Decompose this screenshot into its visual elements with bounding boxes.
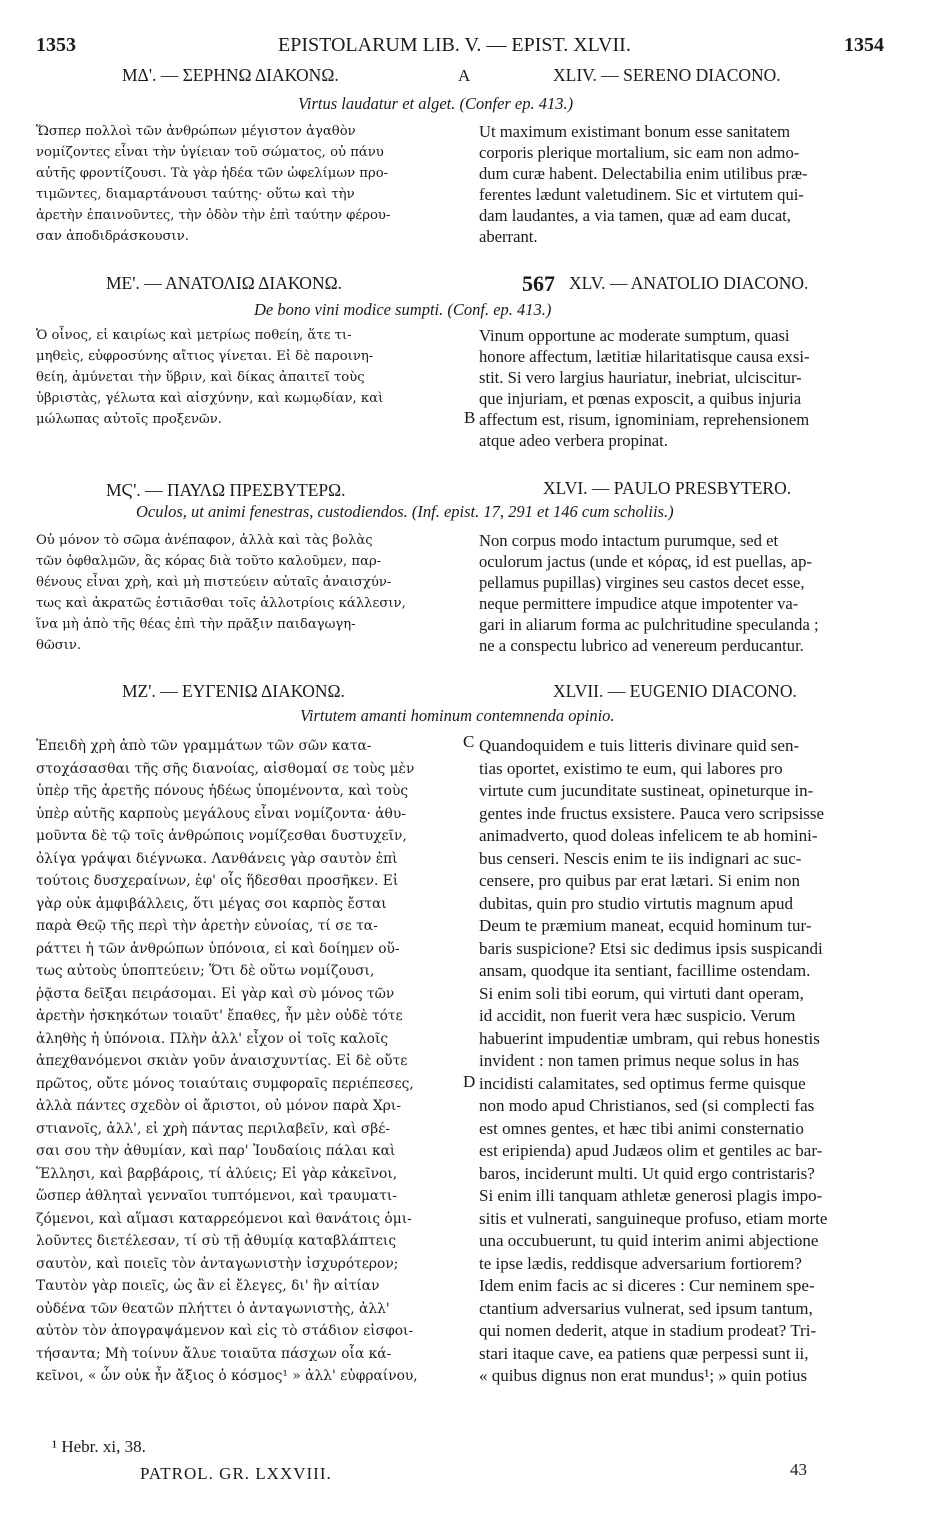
greek-line: νομίζοντες εἶναι τὴν ὑγίειαν τοῦ σώματος, οὐ πάνυ — [36, 145, 384, 160]
latin-line: baris suspicione? Etsi sic dedimus ipsis suspicandi — [479, 938, 823, 958]
latin-line: incidisti calamitates, sed optimus ferme quisque — [479, 1073, 806, 1093]
margin-letter-a: A — [458, 66, 471, 85]
greek-line: παρὰ Θεῷ τῆς περὶ τὴν ἀρετὴν εὐνοίας, τί σε τα- — [36, 918, 378, 934]
latin-line: oculorum jactus (unde et κόρας, id est puellas, ap- — [479, 552, 812, 571]
greek-text-47 — [36, 735, 461, 1388]
page-number-left: 1353 — [36, 34, 76, 56]
latin-text-47 — [479, 735, 897, 1388]
latin-line: sitis et vulnerati, sanguineque profuso, etiam morte — [479, 1208, 828, 1228]
greek-line: τως καὶ ἀκρατῶς ἑστιᾶσθαι τοῖς ἀλλοτρίοις κάλλεσιν, — [36, 596, 406, 611]
latin-line: ansam, quodque ita sentiant, facillime ostendam. — [479, 961, 811, 980]
greek-line: Ἕλλησι, καὶ βαρβάροις, τί ἀλύεις; Εἰ γὰρ κἀκεῖνοι, — [36, 1165, 398, 1182]
greek-line: Ταυτὸν γὰρ ποιεῖς, ὡς ἂν εἰ ἔλεγες, δι' ἣν αἰτίαν — [36, 1278, 380, 1294]
latin-line: neque permittere impudice atque impotenter va- — [479, 594, 799, 613]
latin-heading-47: XLVII. — EUGENIO DIACONO. — [553, 681, 797, 701]
greek-heading-45: ΜΕ'. — ΑΝΑΤΟΛΙΩ ΔΙΑΚΟΝΩ. — [106, 273, 342, 293]
latin-line: habuerint impudentiæ umbram, qui rebus honestis — [479, 1028, 820, 1048]
latin-text-44 — [479, 121, 897, 247]
gathering-signature: 43 — [790, 1460, 807, 1479]
latin-line: Quandoquidem e tuis litteris divinare quid sen- — [479, 736, 800, 755]
latin-line: stari itaque cave, ea patiens quæ perpessi sunt ii, — [479, 1343, 809, 1363]
latin-line: dubitas, quin pro studio virtutis magnum apud — [479, 893, 794, 913]
greek-line: θένους εἶναι χρὴ, καὶ μὴ πιστεύειν αὐταῖς ἀναισχύν- — [36, 575, 392, 590]
greek-line: Ὁ οἶνος, εἰ καιρίως καὶ μετρίως ποθείη, ἅτε τι- — [36, 328, 352, 343]
greek-heading-47: ΜΖ'. — ΕΥΓΕΝΙΩ ΔΙΑΚΟΝΩ. — [122, 681, 345, 701]
latin-line: id accidit, non fuerit vera hæc suspicio. Verum — [479, 1006, 796, 1025]
latin-line: ne a conspectu lubrico ad venereum perducantur. — [479, 636, 804, 655]
latin-line: atque adeo verbera propinat. — [479, 431, 668, 450]
latin-line: affectum est, risum, ignominiam, reprehensionem — [479, 410, 810, 429]
latin-line: stit. Si vero largius hauriatur, inebriat, ulciscitur- — [479, 368, 802, 387]
latin-line: invident : non tamen primus neque solus in has — [479, 1051, 800, 1070]
subtitle-47: Virtutem amanti hominum contemnenda opinio. — [300, 706, 615, 725]
greek-line: σαν ἀποδιδράσκουσιν. — [36, 229, 189, 244]
greek-line: ἵνα μὴ ἀπὸ τῆς θέας ἐπὶ τὴν πρᾶξιν παιδαγωγη- — [36, 617, 356, 632]
greek-line: ὥσπερ ἀθληταὶ γενναῖοι τυπτόμενοι, καὶ τραυματι- — [36, 1188, 397, 1204]
greek-line: στιανοῖς, ἀλλ', εἰ χρὴ πάντας περιλαβεῖν, καὶ σβέ- — [36, 1120, 391, 1137]
greek-line: κεῖνοι, « ὧν οὐκ ἦν ἄξιος ὁ κόσμος¹ » ἀλλ' εὐφραίνου, — [36, 1368, 418, 1384]
latin-line: « quibus dignus non erat mundus¹; » quin potius — [479, 1366, 808, 1385]
greek-line: ἀληθὴς ἡ ὑπόνοια. Πλὴν ἀλλ' εἶχον οἱ τοῖς καλοῖς — [36, 1030, 389, 1047]
greek-line: οὐδένα τῶν θεατῶν πλήττει ὁ ἀνταγωνιστὴς, ἀλλ' — [36, 1300, 390, 1317]
latin-heading-44: XLIV. — SERENO DIACONO. — [553, 65, 781, 85]
margin-letter-d: D — [463, 1072, 476, 1091]
latin-line: gentes inde fructus exsistere. Pauca vero scripsisse — [479, 803, 825, 823]
greek-line: αὐτὸν τὸν ἀπογραψάμενον καὶ εἰς τὸ στάδιον εἰσφοι- — [36, 1323, 414, 1339]
greek-heading-46: ΜϚ'. — ΠΑΥΛΩ ΠΡΕΣΒΥΤΕΡΩ. — [106, 480, 346, 500]
latin-line: corporis plerique mortalium, sic eam non admo- — [479, 143, 800, 162]
latin-line: dam laudantes, a via tamen, quæ ad eam ducat, — [479, 206, 791, 225]
subtitle-44: Virtus laudatur et alget. (Confer ep. 413.) — [298, 94, 574, 113]
latin-line: una occubuerunt, tu quid interim animi abjectione — [479, 1231, 819, 1250]
column-number: 567 — [522, 271, 555, 296]
margin-letter-c: C — [463, 732, 475, 751]
latin-line: qui nomen dederit, atque in stadium prodeat? Tri- — [479, 1321, 817, 1340]
latin-line: censere, pro quibus par erat lætari. Si enim non — [479, 871, 801, 890]
greek-line: ἀρετὴν ἠσκηκότων τοιαῦτ' ἔπαθες, ἦν μὲν οὐδὲ τότε — [36, 1008, 403, 1024]
running-title: EPISTOLARUM LIB. V. — EPIST. XLVII. — [278, 34, 631, 56]
greek-line: σαι σου τὴν ἀθυμίαν, καὶ παρ' Ἰουδαίοις πάλαι καὶ — [36, 1143, 396, 1159]
latin-line: te ipse lædis, reddisque adversarium fortiorem? — [479, 1253, 802, 1273]
greek-line: τως αὐτοὺς ὑποπτεύειν; Ὅτι δὲ οὕτω νομίζουσι, — [36, 963, 375, 979]
page-number-right: 1354 — [844, 34, 884, 56]
greek-line: Ἐπειδὴ χρὴ ἀπὸ τῶν γραμμάτων τῶν σῶν κατα- — [36, 738, 372, 754]
greek-line: τῶν ὀφθαλμῶν, ἃς κόρας διὰ τοῦτο καλοῦμεν, παρ- — [36, 554, 382, 569]
latin-text-45 — [479, 325, 897, 451]
greek-line: ὑβριστὰς, γέλωτα καὶ αἰσχύνην, καὶ κωμῳδίαν, καὶ — [36, 391, 384, 406]
greek-line: Οὐ μόνον τὸ σῶμα ἀνέπαφον, ἀλλὰ καὶ τὰς βολὰς — [36, 533, 373, 548]
greek-line: τούτοις δυσχεραίνων, ἐφ' οἷς ἥδεσθαι προσῆκεν. Εἰ — [36, 873, 399, 889]
latin-line: Deum te præmium maneat, ecquid hominum tur- — [479, 916, 812, 935]
greek-line: μηθεὶς, εὐφροσύνης αἴτιος γίνεται. Εἰ δὲ παροινη- — [36, 349, 374, 364]
greek-line: σαυτὸν, καὶ ποιεῖς τὸν ἀνταγωνιστὴν ἰσχυρότερον; — [36, 1255, 399, 1272]
latin-text-46 — [479, 530, 897, 656]
greek-text-46 — [36, 530, 461, 656]
series-signature: PATROL. GR. LXXVIII. — [140, 1464, 332, 1483]
latin-line: Non corpus modo intactum purumque, sed et — [479, 531, 779, 550]
latin-line: bus censeri. Nescis enim te iis indignari ac suc- — [479, 848, 802, 868]
latin-line: tias oportet, existimo te eum, qui labores pro — [479, 758, 783, 778]
latin-line: Si enim soli tibi eorum, qui virtuti dant operam, — [479, 983, 804, 1003]
latin-line: virtute cum jucunditate sustineat, opineturque in- — [479, 781, 814, 800]
footnote: ¹ Hebr. xi, 38. — [52, 1437, 146, 1456]
latin-line: animadverto, quod doleas infelicem te ab homini- — [479, 826, 818, 845]
latin-line: que injuriam, et pœnas exposcit, a quibus injuria — [479, 389, 802, 408]
greek-line: ἀρετὴν ἐπαινοῦντες, τὴν ὁδὸν τὴν ἐπὶ ταύτην φέρου- — [36, 208, 391, 223]
greek-line: τιμῶντες, διαμαρτάνουσι ταύτης· οὕτω καὶ τὴν — [36, 187, 355, 202]
latin-line: Si enim illi tanquam athletæ generosi plagis impo- — [479, 1186, 823, 1205]
greek-line: ῥᾷστα δεῖξαι πειράσομαι. Εἰ γὰρ καὶ σὺ μόνος τῶν — [36, 985, 395, 1002]
latin-line: Vinum opportune ac moderate sumptum, quasi — [479, 326, 790, 345]
latin-line: ctantium adversarius vulnerat, sed ipsum tantum, — [479, 1298, 813, 1318]
greek-line: ζόμενοι, καὶ αἵμασι καταρρεόμενοι καὶ θανάτοις ὁμι- — [36, 1210, 412, 1227]
latin-line: non modo apud Christianos, sed (si complecti fas — [479, 1096, 815, 1115]
latin-line: honore affectum, lætitiæ hilaritatisque causa exsi- — [479, 347, 810, 366]
greek-line: γὰρ οὐκ ἀμφιβάλλεις, ὅτι μέγας σοι καρπὸς ἔσται — [36, 895, 387, 912]
greek-line: θείη, ἀμύνεται τὴν ὕβριν, καὶ δίκας ἀπαιτεῖ τοὺς — [36, 370, 365, 385]
greek-heading-44: ΜΔ'. — ΣΕΡΗΝΩ ΔΙΑΚΟΝΩ. — [122, 65, 339, 85]
greek-line: ἀλλὰ πάντες σχεδὸν οἱ ἄριστοι, οὐ μόνον παρὰ Χρι- — [36, 1098, 401, 1114]
greek-line: αὐτῆς φροντίζουσι. Τὰ γὰρ ἡδέα τῶν ὠφελίμων προ- — [36, 166, 389, 181]
latin-line: dum curæ habent. Delectabilia enim utilibus præ- — [479, 164, 808, 183]
subtitle-45: De bono vini modice sumpti. (Conf. ep. 413.) — [254, 300, 552, 319]
latin-line: ferentes lædunt valetudinem. Sic et virtutem qui- — [479, 185, 804, 204]
latin-line: Idem enim facis ac si diceres : Cur neminem spe- — [479, 1276, 815, 1295]
greek-line: ἀπεχθανόμενοι σκιὰν γοῦν ἀναισχυντίας. Εἰ δὲ οὔτε — [36, 1053, 408, 1069]
greek-line: λοῦντες διετέλεσαν, τί σὺ τῇ ἀθυμίᾳ καταβλάπτεις — [36, 1233, 397, 1249]
latin-line: aberrant. — [479, 227, 538, 246]
greek-text-44 — [36, 121, 461, 247]
latin-line: baros, inciderunt multi. Ut quid ergo contristaris? — [479, 1163, 815, 1183]
greek-line: στοχάσασθαι τῆς σῆς διανοίας, αἰσθομαί σε τοὺς μὲν — [36, 760, 415, 777]
margin-letter-b: B — [464, 408, 476, 427]
greek-line: Ὥσπερ πολλοὶ τῶν ἀνθρώπων μέγιστον ἀγαθὸν — [36, 124, 356, 139]
subtitle-46: Oculos, ut animi fenestras, custodiendos. (Inf. epist. 17, 291 et 146 cum scholiis.) — [136, 502, 674, 521]
greek-line: θῶσιν. — [36, 638, 82, 653]
greek-line: μώλωπας αὐτοῖς προξενῶν. — [36, 412, 222, 427]
latin-heading-45: XLV. — ANATOLIO DIACONO. — [569, 273, 809, 293]
latin-line: Ut maximum existimant bonum esse sanitatem — [479, 122, 791, 141]
latin-line: gari in aliarum forma ac pulchritudine speculanda ; — [479, 615, 819, 634]
greek-text-45 — [36, 325, 461, 430]
greek-line: ὑπὲρ αὐτῆς καρποὺς μεγάλους εἶναι νομίζοντα· ἀθυ- — [36, 805, 406, 822]
greek-line: πρῶτος, οὔτε μόνος τοιαύταις συμφοραῖς περιέπεσες, — [36, 1075, 414, 1092]
latin-line: pellamus pupillas) virgines seu castos decet esse, — [479, 573, 805, 592]
greek-line: ὀλίγα γράψαι διέγνωκα. Λανθάνεις γὰρ σαυτὸν ἐπὶ — [36, 850, 398, 867]
latin-line: est eripienda) apud Judæos olim et gentiles ac bar- — [479, 1141, 823, 1160]
greek-line: ράττει ἡ τῶν ἀνθρώπων ὑπόνοια, εἰ καὶ δοίημεν οὕ- — [36, 940, 400, 957]
greek-line: μοῦντα δὲ τῷ τοῖς ἀνθρώποις νομίζεσθαι δυστυχεῖν, — [36, 828, 407, 844]
latin-line: est omnes gentes, et hæc tibi animi consternatio — [479, 1118, 804, 1138]
latin-heading-46: XLVI. — PAULO PRESBYTERO. — [543, 478, 792, 498]
greek-line: ὑπὲρ τῆς ἀρετῆς πόνους ἡδέως ὑπομένοντα, καὶ τοὺς — [36, 783, 409, 799]
greek-line: τήσαντα; Μὴ τοίνυν ἄλυε τοιαῦτα πάσχων οἷα κά- — [36, 1345, 392, 1362]
